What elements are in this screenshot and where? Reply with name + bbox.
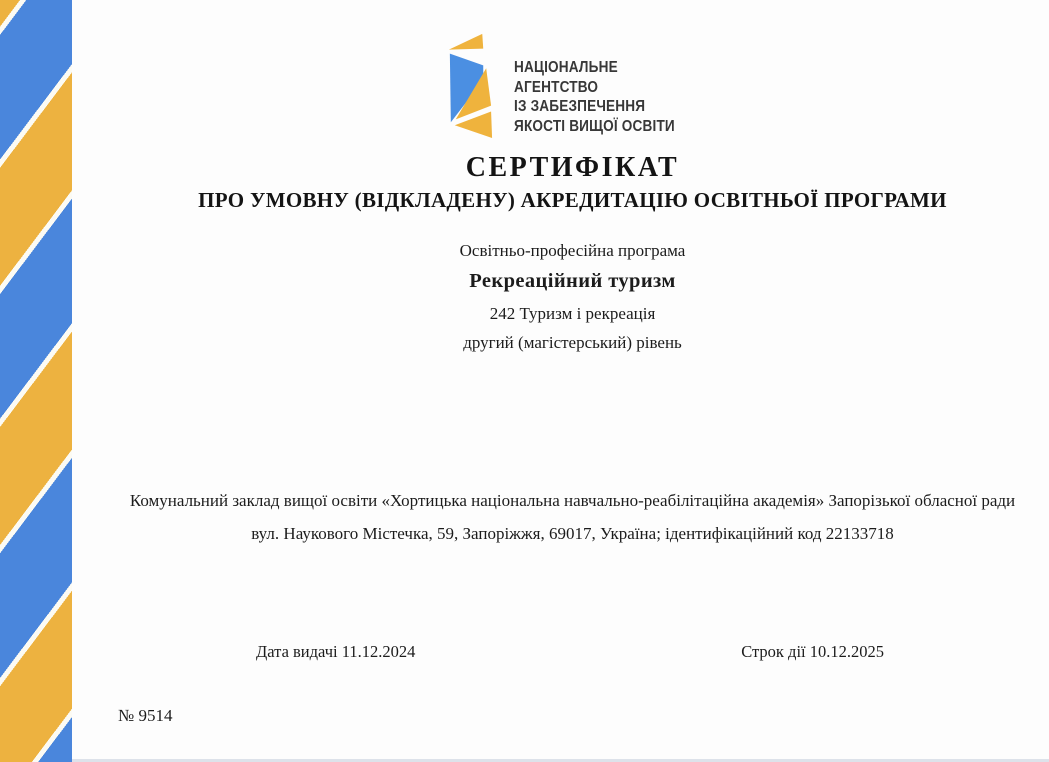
validity-date [741,642,884,662]
diagonal-stripes-ribbon [0,0,72,762]
institution-block [96,484,1049,550]
dates-row [96,642,1049,666]
program-level: другий (магістерський) рівень [463,333,682,352]
certificate-content [96,0,1049,762]
agency-name-line: ІЗ ЗАБЕЗПЕЧЕННЯ [513,98,646,115]
validity-date-label: Строк дії [741,642,806,661]
certificate-number: № 9514 [118,706,173,725]
issue-date [256,642,415,662]
program-block [96,240,1049,354]
institution-name: Комунальний заклад вищої освіти «Хортицька національна навчально-реабілітаційна академія» Запорізької обласної ради [129,491,1016,510]
agency-name-line: ЯКОСТІ ВИЩОЇ ОСВІТИ [513,117,675,135]
agency-name [514,58,675,136]
program-name: Рекреаційний туризм [469,270,676,292]
issue-date-value: 11.12.2024 [341,642,416,661]
agency-name-line: НАЦІОНАЛЬНЕ [513,59,618,76]
agency-name-line: АГЕНТСТВО [513,78,598,96]
issue-date-label: Дата видачі [256,642,338,661]
certificate-title: СЕРТИФІКАТ [465,152,680,183]
program-specialty: 242 Туризм і рекреація [489,304,656,323]
agency-logo [96,28,1049,140]
certificate-subtitle: ПРО УМОВНУ (ВІДКЛАДЕНУ) АКРЕДИТАЦІЮ ОСВІТНЬОЇ ПРОГРАМИ [198,188,947,212]
logo-top-yellow-triangle [449,34,483,50]
program-type-label: Освітньо-професійна програма [459,241,686,260]
agency-logo-mark-icon [442,28,496,140]
validity-date-value: 10.12.2025 [809,642,884,661]
institution-address: вул. Наукового Містечка, 59, Запоріжжя, 69017, Україна; ідентифікаційний код 22133718 [251,524,894,543]
